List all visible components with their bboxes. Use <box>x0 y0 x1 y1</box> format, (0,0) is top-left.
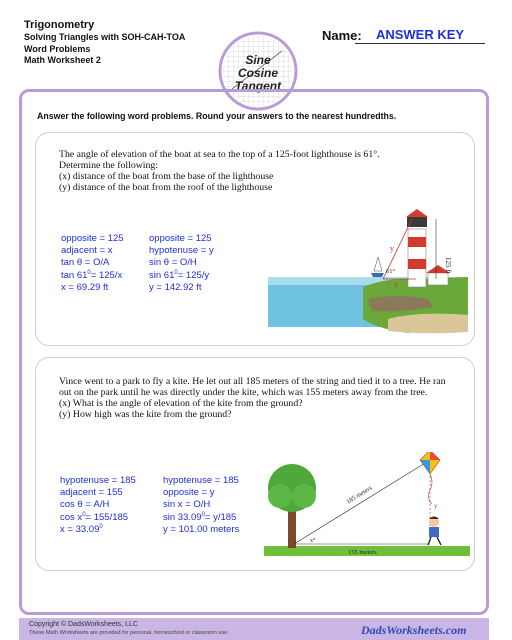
work-line <box>61 270 124 282</box>
degree-mark: 0 <box>174 269 178 276</box>
name-field[interactable]: ANSWER KEY <box>355 27 485 44</box>
work-line: sin θ = O/H <box>149 257 197 269</box>
footer <box>19 618 489 640</box>
problem-2-line: (x) What is the angle of elevation of the kite from the ground? <box>59 398 303 409</box>
kite-illustration <box>264 452 470 560</box>
worksheet-subtitle: Solving Triangles with SOH-CAH-TOA <box>24 32 186 42</box>
work-rest: = 155/185 <box>85 511 129 523</box>
work-line: hypotenuse = y <box>149 245 214 257</box>
work-line <box>163 512 239 524</box>
work-line: cos θ = A/H <box>60 499 110 511</box>
work-answer: y = 101.00 meters <box>163 523 240 535</box>
work-line <box>149 270 214 282</box>
label-y: y <box>390 244 394 253</box>
work-line: opposite = 125 <box>149 233 212 244</box>
label-angle: x° <box>310 538 316 544</box>
worksheet-number: Math Worksheet 2 <box>24 55 101 65</box>
work-rest: = 125/x <box>90 269 123 281</box>
label-x: x <box>394 280 398 289</box>
label-y: y <box>434 502 438 510</box>
problem-card-1 <box>35 132 475 346</box>
work-fn: cos x <box>60 511 83 523</box>
work-answer: y = 142.92 ft <box>149 281 202 293</box>
problem-2-text <box>59 376 459 420</box>
work-answer: $x = 33.09^0$ <box>60 523 103 535</box>
work-line: opposite = 125 <box>61 233 124 244</box>
problem-1-work-left <box>61 233 124 294</box>
problem-1-work-right <box>149 233 214 294</box>
usage-note: These Math Worksheets are provided for personal, homeschool or classroom use. <box>29 630 229 636</box>
problem-2-work-left <box>60 475 136 536</box>
work-line: opposite = y <box>163 487 215 499</box>
problem-1-text <box>59 149 380 193</box>
problem-1-line: (y) distance of the boat from the roof of the lighthouse <box>59 182 273 193</box>
logo-line-1: Sine <box>245 53 271 67</box>
work-rest: = y/185 <box>204 511 237 523</box>
logo-line-2: Cosine <box>237 66 279 80</box>
work-line: tan θ = O/A <box>61 257 110 269</box>
degree-mark: 0 <box>82 511 86 518</box>
instructions: Answer the following word problems. Round your answers to the nearest hundredths. <box>37 111 397 121</box>
worksheet-header <box>24 18 185 67</box>
logo-line-3: Tangent <box>234 79 282 93</box>
dadsworksheets-logo[interactable] <box>359 619 484 639</box>
worksheet-topic: Word Problems <box>24 43 91 54</box>
problem-2-line: Vince went to a park to fly a kite. He let out all 185 meters of the string and tied it to a tree. He ran out on the park until he was directly under the kite, which was 155 meters away from the tree. <box>59 376 446 398</box>
work-line: hypotenuse = 185 <box>163 475 239 486</box>
problem-2-line: (y) How high was the kite from the ground? <box>59 409 232 420</box>
work-fn: sin 33.09 <box>163 511 202 523</box>
problem-1-line: Determine the following: <box>59 160 159 171</box>
label-angle: 61° <box>386 268 396 275</box>
copyright: Copyright © DadsWorksheets, LLC <box>29 621 138 628</box>
label-hypotenuse: 185 meters <box>345 484 374 506</box>
work-rest: = 125/y <box>177 269 210 281</box>
label-height: 125 ft <box>444 257 452 274</box>
work-line: sin x = O/H <box>163 499 211 511</box>
name-label: Name: <box>322 28 362 43</box>
degree-mark: 0 <box>201 511 205 518</box>
work-line <box>60 512 136 524</box>
work-fn: sin 61 <box>149 269 175 281</box>
work-fn: tan 61 <box>61 269 88 281</box>
label-base: 155 meters <box>348 549 377 556</box>
work-line: adjacent = x <box>61 245 113 257</box>
lighthouse-illustration <box>268 207 468 337</box>
work-line: adjacent = 155 <box>60 487 123 499</box>
brand-text: DadsWorksheets.com <box>361 623 467 637</box>
worksheet-title: Trigonometry <box>24 19 95 31</box>
problem-2-work-right <box>163 475 239 536</box>
problem-1-line: The angle of elevation of the boat at sea to the top of a 125-foot lighthouse is 61°. <box>59 149 380 160</box>
problem-1-line: (x) distance of the boat from the base of the lighthouse <box>59 171 274 182</box>
problem-card-2 <box>35 357 475 571</box>
degree-mark: 0 <box>99 523 103 530</box>
work-answer: x = 69.29 ft <box>61 281 109 293</box>
work-line: hypotenuse = 185 <box>60 475 136 486</box>
degree-mark: 0 <box>87 269 91 276</box>
